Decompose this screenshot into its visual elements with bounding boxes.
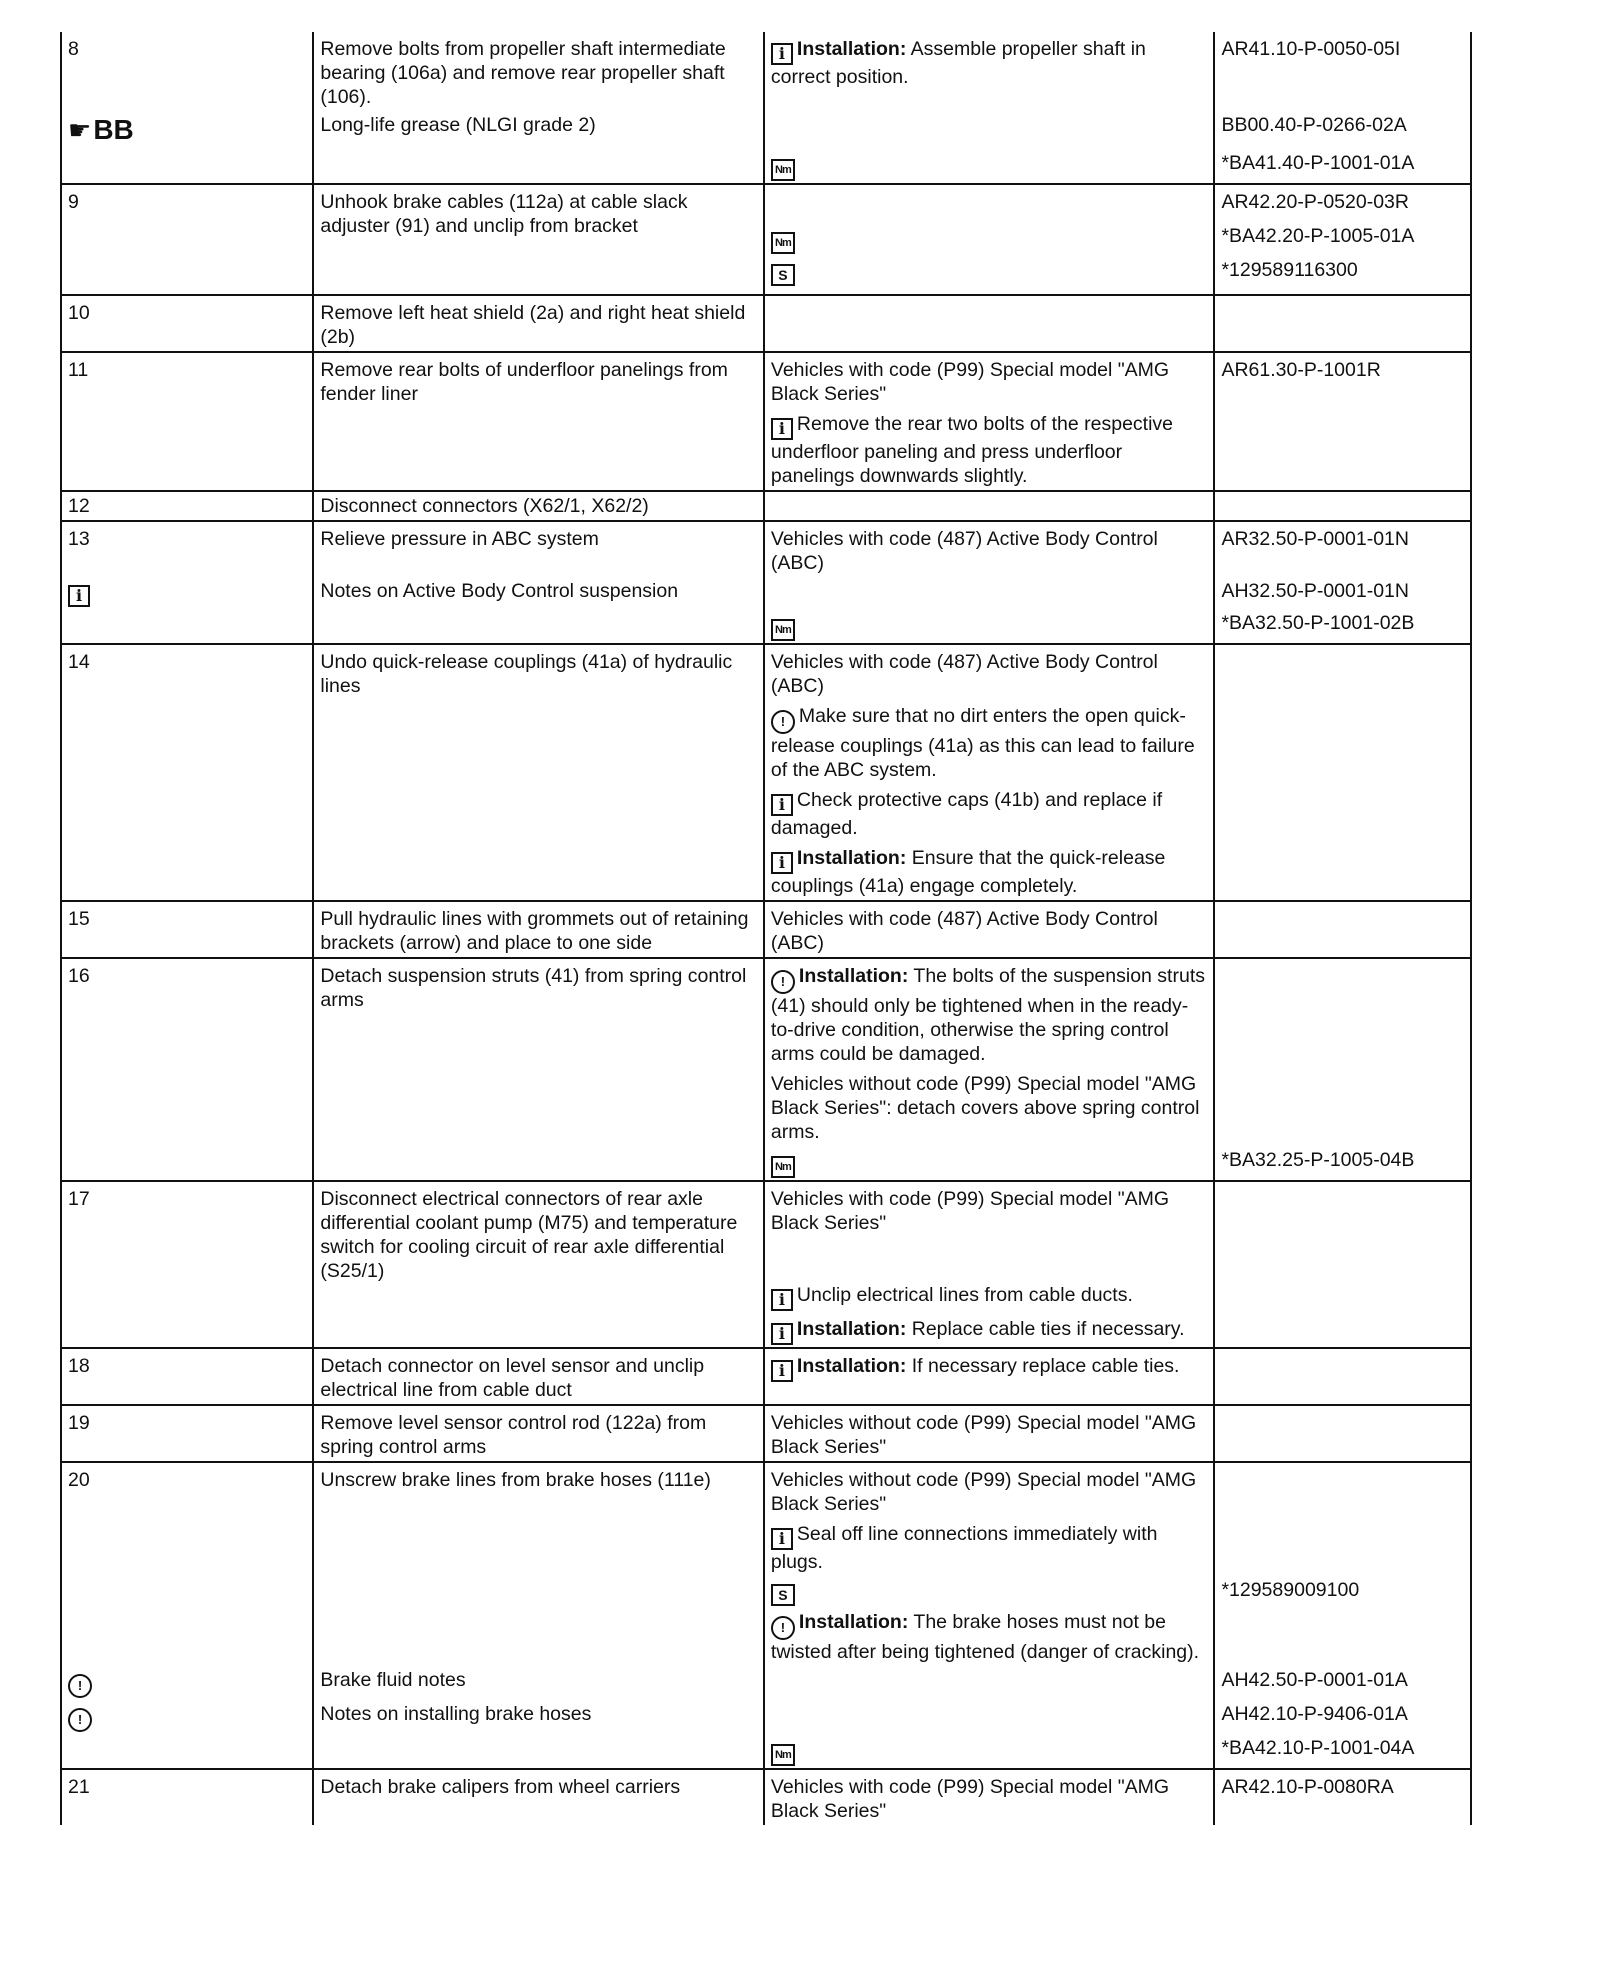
step-reference[interactable] bbox=[1214, 1576, 1471, 1608]
installation-text: Replace cable ties if necessary. bbox=[911, 1318, 1185, 1340]
reference-link[interactable]: AR42.20-P-0520-03R bbox=[1221, 191, 1409, 213]
warning-text: The brake hoses must not be twisted after being tightened (danger of cracking). bbox=[770, 1611, 1200, 1663]
table-row bbox=[61, 644, 1471, 901]
reference-link[interactable]: *BA32.50-P-1001-02B bbox=[1221, 612, 1415, 634]
installation-label: Installation: bbox=[798, 965, 909, 987]
step-number: 14 bbox=[61, 644, 313, 901]
step-reference[interactable] bbox=[1214, 149, 1471, 184]
installation-label: Installation: bbox=[796, 1355, 907, 1377]
special-tool-icon: S bbox=[771, 264, 795, 286]
step-number: 20 bbox=[61, 1462, 313, 1576]
step-action: Remove left heat shield (2a) and right heat shield (2b) bbox=[313, 295, 764, 352]
step-note bbox=[764, 958, 1215, 1146]
warning-text: Make sure that no dirt enters the open quick-release couplings (41a) as this can lead to failure of the ABC system. bbox=[770, 705, 1195, 781]
table-row bbox=[61, 256, 1471, 295]
warning-icon: ! bbox=[68, 1674, 92, 1698]
step-reference[interactable] bbox=[1214, 1666, 1471, 1700]
note-text: Seal off line connections immediately with plugs. bbox=[770, 1523, 1158, 1573]
reference-link[interactable]: BB00.40-P-0266-02A bbox=[1221, 114, 1407, 136]
step-action: Relieve pressure in ABC system bbox=[313, 521, 764, 577]
step-action: Unscrew brake lines from brake hoses (111e) bbox=[313, 1462, 764, 1576]
table-row bbox=[61, 1462, 1471, 1576]
info-icon: i bbox=[771, 1360, 793, 1382]
installation-label: Installation: bbox=[798, 1611, 909, 1633]
table-row bbox=[61, 1576, 1471, 1608]
step-action: Undo quick-release couplings (41a) of hydraulic lines bbox=[313, 644, 764, 901]
table-row bbox=[61, 958, 1471, 1146]
table-row bbox=[61, 1181, 1471, 1348]
torque-icon: Nm bbox=[771, 1744, 795, 1766]
torque-icon: Nm bbox=[771, 232, 795, 254]
bb-label: BB bbox=[93, 114, 134, 145]
table-row bbox=[61, 901, 1471, 958]
step-number: 21 bbox=[61, 1769, 313, 1825]
vehicle-condition: Vehicles with code (487) Active Body Control (ABC) bbox=[770, 651, 1158, 697]
installation-label: Installation: bbox=[796, 38, 907, 60]
step-action: Notes on Active Body Control suspension bbox=[313, 577, 764, 609]
torque-icon: Nm bbox=[771, 159, 795, 181]
reference-link[interactable]: AR32.50-P-0001-01N bbox=[1221, 528, 1409, 550]
torque-icon: Nm bbox=[771, 619, 795, 641]
reference-link[interactable]: AR41.10-P-0050-05I bbox=[1221, 38, 1401, 60]
step-action: Long-life grease (NLGI grade 2) bbox=[313, 111, 764, 149]
info-icon: i bbox=[771, 1289, 793, 1311]
table-row bbox=[61, 32, 1471, 111]
vehicle-condition: Vehicles with code (P99) Special model "AMG Black Series" bbox=[770, 359, 1170, 405]
step-note bbox=[764, 1348, 1215, 1405]
tool-number[interactable]: *129589009100 bbox=[1221, 1579, 1360, 1601]
procedure-table-wrapper bbox=[60, 32, 1472, 1936]
step-number: 17 bbox=[61, 1181, 313, 1348]
vehicle-condition: Vehicles with code (487) Active Body Control (ABC) bbox=[764, 521, 1215, 577]
step-reference[interactable] bbox=[1214, 609, 1471, 644]
reference-link[interactable]: *BA42.10-P-1001-04A bbox=[1221, 1737, 1415, 1759]
note-text: Assemble propeller shaft in correct position. bbox=[770, 38, 1146, 88]
warning-text: The bolts of the suspension struts (41) should only be tightened when in the ready-to-drive condition, otherwise the spring control arms could be damaged. bbox=[770, 965, 1205, 1065]
table-row bbox=[61, 1348, 1471, 1405]
reference-link[interactable]: AH32.50-P-0001-01N bbox=[1221, 580, 1409, 602]
table-row bbox=[61, 216, 1471, 256]
table-row bbox=[61, 1700, 1471, 1734]
step-note bbox=[764, 111, 1215, 149]
installation-label: Installation: bbox=[796, 1318, 907, 1340]
tool-number[interactable]: *129589116300 bbox=[1221, 259, 1358, 281]
warning-icon: ! bbox=[771, 710, 795, 734]
step-reference[interactable] bbox=[1214, 1734, 1471, 1769]
reference-link[interactable]: *BA41.40-P-1001-01A bbox=[1221, 152, 1415, 174]
procedure-table bbox=[60, 32, 1472, 1825]
step-number: 19 bbox=[61, 1405, 313, 1462]
step-reference[interactable] bbox=[1214, 521, 1471, 577]
vehicle-condition: Vehicles without code (P99) Special model "AMG Black Series" bbox=[770, 1469, 1197, 1515]
table-row bbox=[61, 184, 1471, 216]
reference-link[interactable]: AR42.10-P-0080RA bbox=[1221, 1776, 1394, 1798]
table-row bbox=[61, 577, 1471, 609]
pointing-hand-icon: ☛ bbox=[68, 115, 92, 145]
info-icon: i bbox=[771, 43, 793, 65]
vehicle-condition: Vehicles without code (P99) Special model "AMG Black Series" bbox=[764, 1405, 1215, 1462]
info-icon: i bbox=[771, 794, 793, 816]
special-tool-icon: S bbox=[771, 1584, 795, 1606]
step-note bbox=[764, 644, 1215, 901]
step-action: Remove level sensor control rod (122a) from spring control arms bbox=[313, 1405, 764, 1462]
torque-icon: Nm bbox=[771, 1156, 795, 1178]
table-row bbox=[61, 149, 1471, 184]
table-row bbox=[61, 1608, 1471, 1666]
warning-icon: ! bbox=[771, 1616, 795, 1640]
reference-link[interactable]: AH42.50-P-0001-01A bbox=[1221, 1669, 1408, 1691]
step-number: 18 bbox=[61, 1348, 313, 1405]
info-icon: i bbox=[771, 418, 793, 440]
warning-icon: ! bbox=[68, 1708, 92, 1732]
vehicle-condition: Vehicles with code (P99) Special model "AMG Black Series" bbox=[770, 1188, 1170, 1234]
reference-link[interactable]: AR61.30-P-1001R bbox=[1221, 359, 1381, 381]
step-action: Notes on installing brake hoses bbox=[313, 1700, 764, 1734]
info-icon: i bbox=[771, 1528, 793, 1550]
vehicle-condition: Vehicles without code (P99) Special model "AMG Black Series": detach covers above spring control arms. bbox=[770, 1073, 1200, 1143]
table-row bbox=[61, 1734, 1471, 1769]
step-action: Unhook brake cables (112a) at cable slack adjuster (91) and unclip from bracket bbox=[313, 184, 764, 295]
step-reference[interactable] bbox=[1214, 32, 1471, 111]
note-text: Check protective caps (41b) and replace if damaged. bbox=[770, 789, 1163, 839]
step-number: 11 bbox=[61, 352, 313, 491]
step-number: 15 bbox=[61, 901, 313, 958]
step-number: 8 bbox=[61, 32, 313, 111]
table-row bbox=[61, 521, 1471, 577]
warning-icon: ! bbox=[771, 970, 795, 994]
table-row bbox=[61, 352, 1471, 491]
step-action: Remove bolts from propeller shaft intermediate bearing (106a) and remove rear propeller shaft (106). bbox=[313, 32, 764, 111]
installation-text: Ensure that the quick-release couplings (41a) engage completely. bbox=[770, 847, 1166, 897]
step-note bbox=[764, 352, 1215, 491]
step-reference[interactable] bbox=[1214, 577, 1471, 609]
step-action: Detach suspension struts (41) from spring control arms bbox=[313, 958, 764, 1146]
step-action: Disconnect electrical connectors of rear axle differential coolant pump (M75) and temperature switch for cooling circuit of rear axle differential (S25/1) bbox=[313, 1181, 764, 1348]
step-note bbox=[764, 1181, 1215, 1348]
step-action: Brake fluid notes bbox=[313, 1666, 764, 1700]
reference-link[interactable]: *BA32.25-P-1005-04B bbox=[1221, 1149, 1415, 1171]
table-row bbox=[61, 111, 1471, 149]
info-icon: i bbox=[771, 852, 793, 874]
vehicle-condition: Vehicles with code (487) Active Body Control (ABC) bbox=[764, 901, 1215, 958]
info-icon: i bbox=[771, 1323, 793, 1345]
step-note bbox=[764, 1608, 1215, 1666]
table-row bbox=[61, 295, 1471, 352]
step-reference[interactable] bbox=[1214, 184, 1471, 216]
reference-link[interactable]: *BA42.20-P-1005-01A bbox=[1221, 225, 1415, 247]
step-action: Disconnect connectors (X62/1, X62/2) bbox=[313, 491, 764, 521]
step-reference[interactable] bbox=[1214, 1769, 1471, 1825]
installation-text: If necessary replace cable ties. bbox=[911, 1355, 1180, 1377]
table-row bbox=[61, 1405, 1471, 1462]
step-reference[interactable] bbox=[1214, 1700, 1471, 1734]
note-text: Unclip electrical lines from cable ducts. bbox=[796, 1284, 1133, 1306]
table-row bbox=[61, 1666, 1471, 1700]
bb-marker bbox=[61, 111, 313, 149]
vehicle-condition: Vehicles with code (P99) Special model "AMG Black Series" bbox=[764, 1769, 1215, 1825]
table-row bbox=[61, 491, 1471, 521]
step-reference[interactable] bbox=[1214, 216, 1471, 256]
step-reference[interactable] bbox=[1214, 111, 1471, 149]
table-row bbox=[61, 1769, 1471, 1825]
step-action: Pull hydraulic lines with grommets out of retaining brackets (arrow) and place to one side bbox=[313, 901, 764, 958]
step-reference[interactable] bbox=[1214, 256, 1471, 295]
step-reference[interactable] bbox=[1214, 1146, 1471, 1181]
step-note bbox=[764, 1462, 1215, 1576]
step-number: 13 bbox=[61, 521, 313, 577]
reference-link[interactable]: AH42.10-P-9406-01A bbox=[1221, 1703, 1408, 1725]
table-row bbox=[61, 1146, 1471, 1181]
step-action: Detach connector on level sensor and unclip electrical line from cable duct bbox=[313, 1348, 764, 1405]
step-reference[interactable] bbox=[1214, 352, 1471, 491]
step-action: Remove rear bolts of underfloor panelings from fender liner bbox=[313, 352, 764, 491]
note-text: Remove the rear two bolts of the respective underfloor paneling and press underfloor panelings downwards slightly. bbox=[770, 413, 1174, 487]
step-number: 9 bbox=[61, 184, 313, 216]
step-action: Detach brake calipers from wheel carriers bbox=[313, 1769, 764, 1825]
step-note bbox=[764, 32, 1215, 111]
step-number: 16 bbox=[61, 958, 313, 1146]
table-row bbox=[61, 609, 1471, 644]
installation-label: Installation: bbox=[796, 847, 907, 869]
step-number: 10 bbox=[61, 295, 313, 352]
info-icon: i bbox=[68, 585, 90, 607]
step-number: 12 bbox=[61, 491, 313, 521]
